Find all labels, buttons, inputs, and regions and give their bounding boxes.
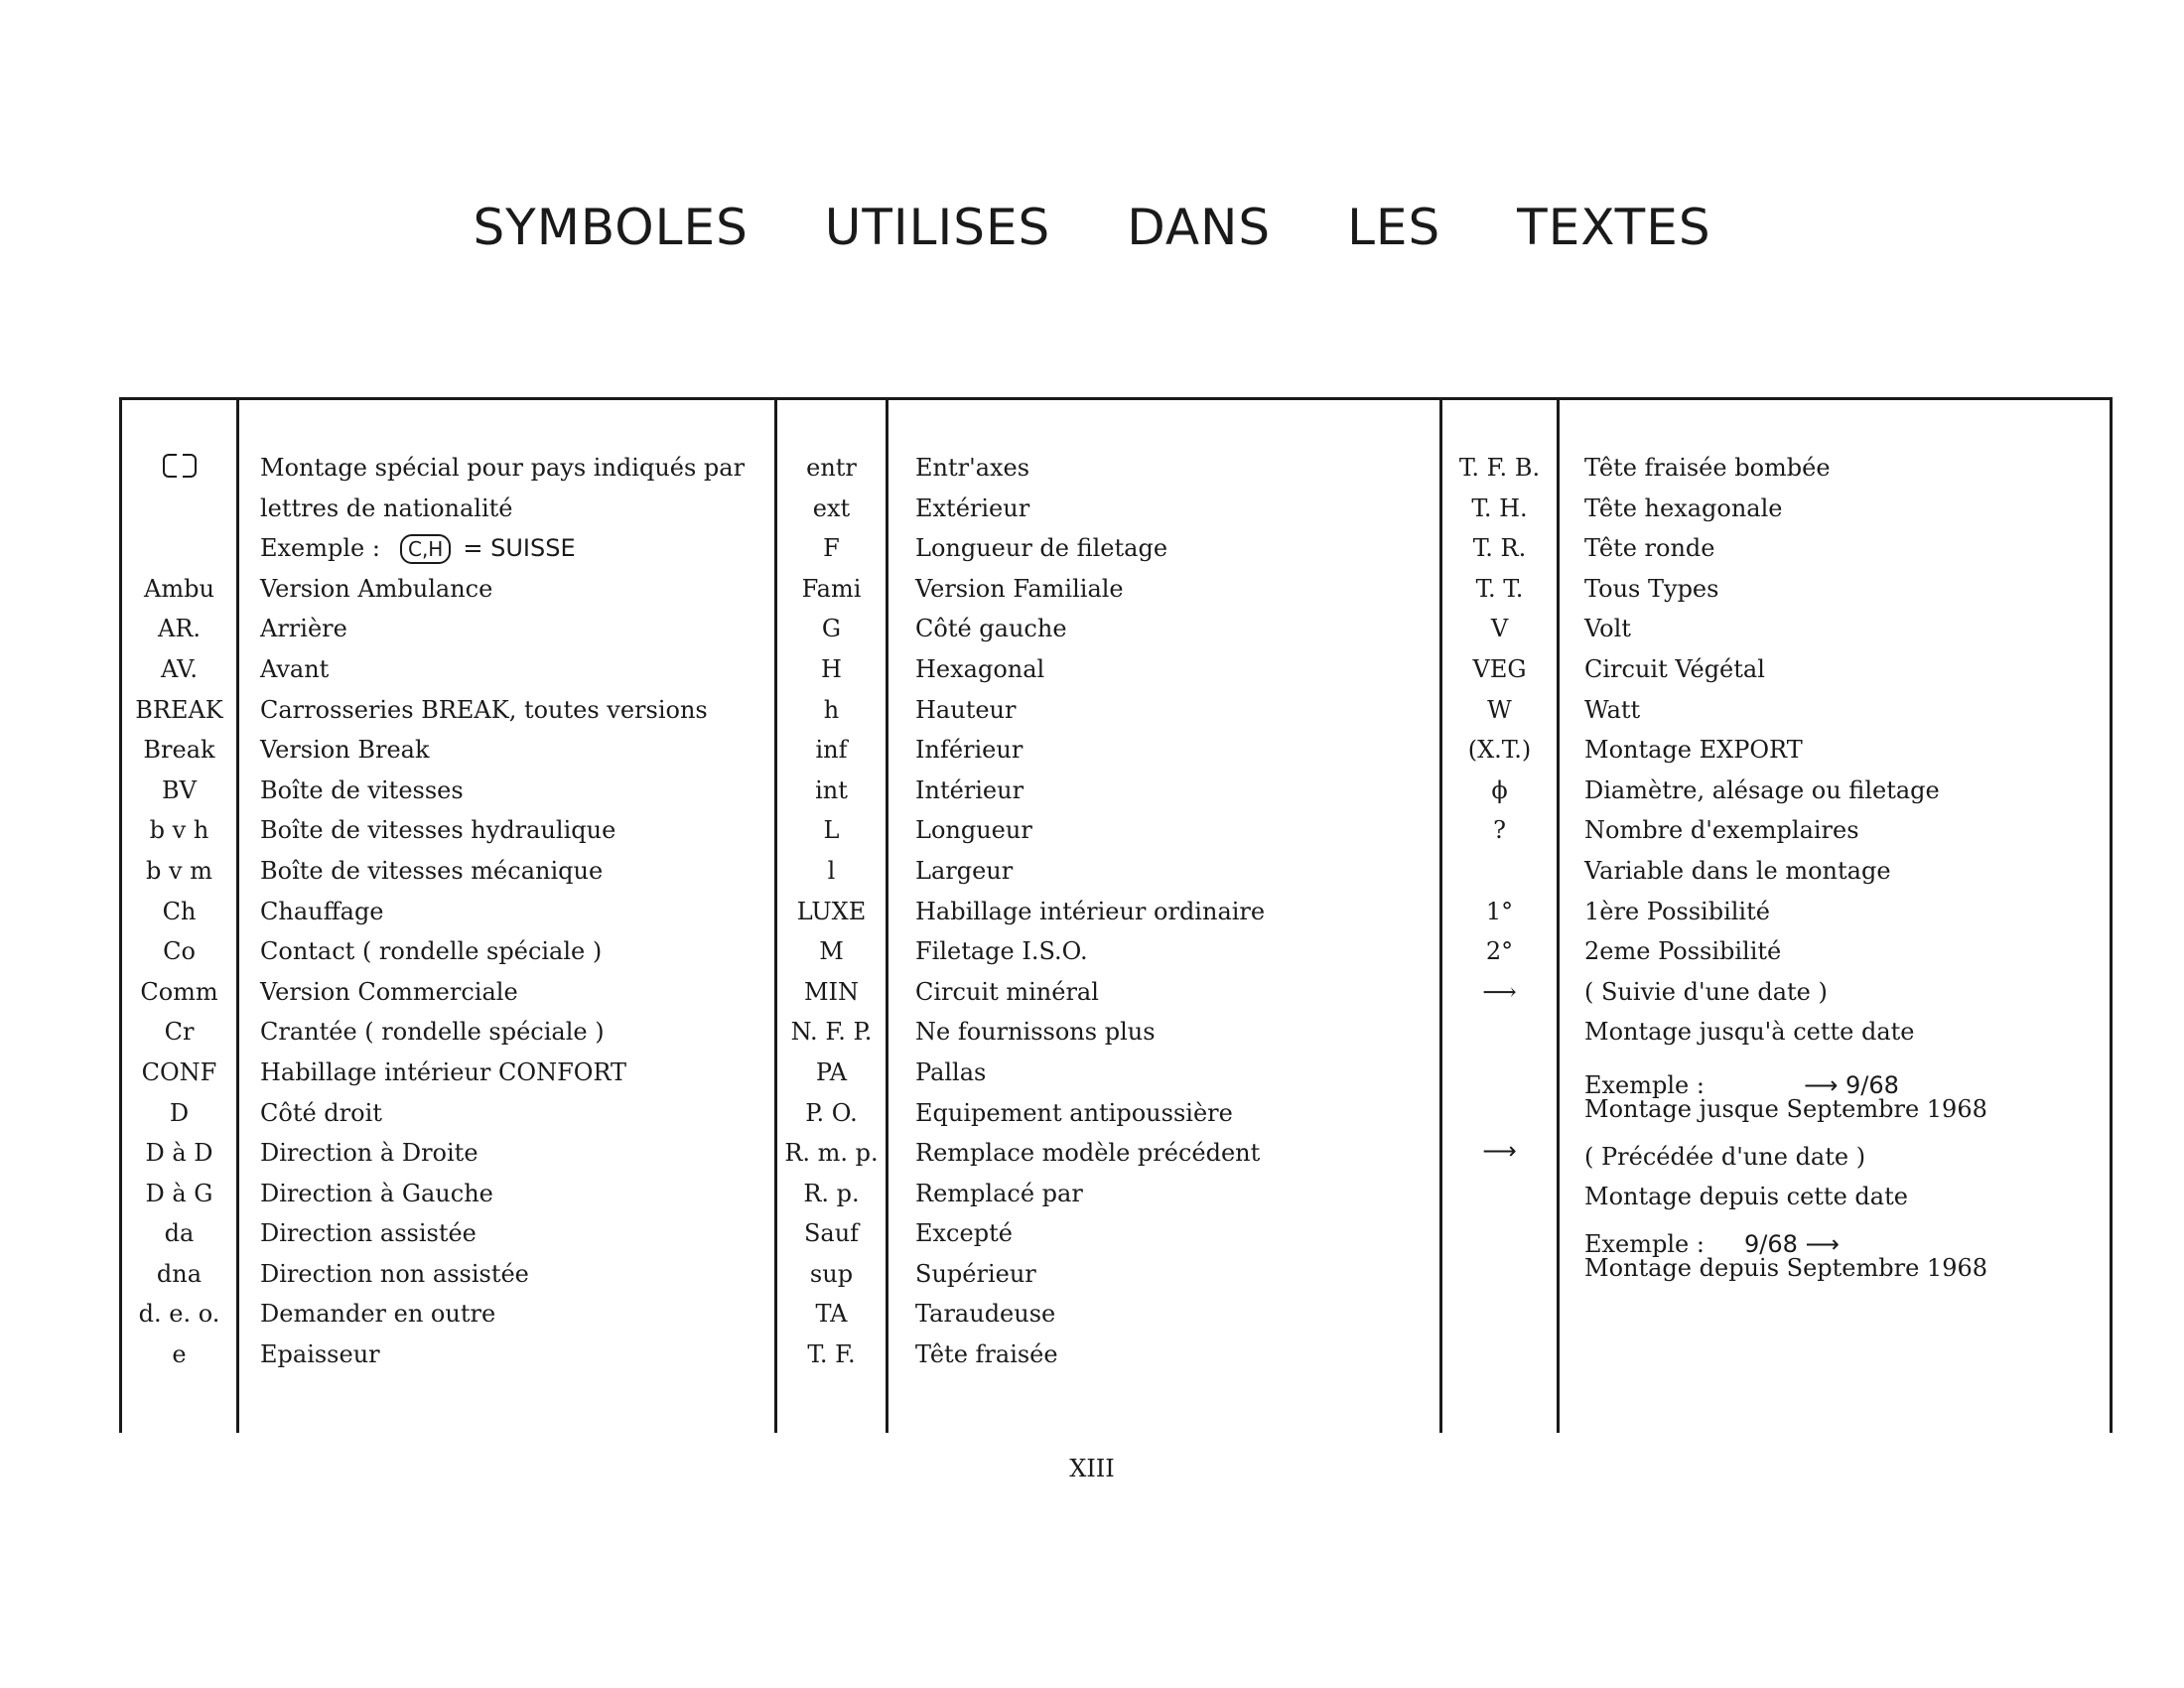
definition-cell: Nombre d'exemplaires [1584, 816, 1859, 845]
col3-symbols [1442, 448, 1557, 1053]
symbol-cell: ϕ [1491, 775, 1508, 804]
definition-cell: Hexagonal [915, 654, 1045, 683]
symbol-cell: W [1487, 695, 1512, 724]
definition-cell: Chauffage [260, 897, 384, 925]
definition-cell: Montage jusqu'à cette date [1584, 1018, 1915, 1047]
symbol-cell: Break [143, 736, 215, 765]
symbol-cell [1442, 851, 1557, 892]
definition-cell: Longueur de filetage [915, 534, 1168, 563]
symbol-cell: Fami [801, 574, 862, 603]
symbol-cell: M [819, 937, 844, 966]
arrow-example-2 [1584, 1232, 1987, 1280]
symbol-cell: T. T. [1475, 574, 1524, 603]
arrow-definition-line: ( Précédée d'une date ) [1584, 1143, 1866, 1171]
nationality-example [400, 534, 576, 562]
definition-cell: Boîte de vitesses hydraulique [260, 816, 616, 845]
definition-cell: Exemple : C,H = SUISSE [260, 534, 576, 563]
definition-cell: Watt [1584, 695, 1641, 724]
table-rule [1557, 400, 1560, 1433]
definition-cell: Intérieur [915, 775, 1024, 804]
definition-cell: Direction assistée [260, 1219, 477, 1248]
definition-cell: Boîte de vitesses mécanique [260, 856, 604, 885]
symbol-cell: G [821, 615, 842, 643]
symbol-cell: Comm [140, 977, 218, 1006]
symbol-cell: dna [156, 1259, 203, 1288]
symbol-cell [122, 489, 236, 529]
symbol-cell: da [164, 1219, 195, 1248]
definition-cell: Filetage I.S.O. [915, 937, 1088, 966]
page-number: XIII [1069, 1455, 1115, 1482]
definition-cell: Côté gauche [915, 615, 1067, 643]
table-rule [2110, 400, 2113, 1433]
symbol-cell [122, 528, 236, 569]
symbol-cell: h [823, 695, 840, 724]
symbol-cell: T. F. [807, 1340, 856, 1369]
definition-cell: Version Familiale [915, 574, 1124, 603]
symbol-cell: b v m [146, 856, 212, 885]
symbols-table [119, 397, 2113, 1433]
symbol-cell: N. F. P. [790, 1018, 873, 1047]
symbol-cell: (X.T.) [1467, 736, 1532, 765]
symbol-cell: 1° [1485, 897, 1514, 925]
example-label: Exemple : [1584, 1230, 1705, 1258]
symbol-cell: AR. [157, 615, 202, 643]
definition-cell: Côté droit [260, 1098, 382, 1127]
symbol-cell: ? [1493, 816, 1506, 845]
definition-cell: Carrosseries BREAK, toutes versions [260, 695, 708, 724]
definition-cell: Epaisseur [260, 1340, 380, 1369]
definition-cell: Inférieur [915, 736, 1024, 765]
symbol-cell [122, 448, 236, 489]
symbol-cell: H [821, 654, 842, 683]
definition-cell: Circuit minéral [915, 977, 1099, 1006]
example-value: 9/68 ⟶ [1743, 1230, 1840, 1258]
definition-cell: Volt [1584, 615, 1631, 643]
definition-cell: Direction à Gauche [260, 1179, 493, 1207]
symbol-cell: Ch [162, 897, 197, 925]
symbol-cell: e [172, 1340, 187, 1369]
definition-cell: Habillage intérieur ordinaire [915, 897, 1266, 925]
symbol-cell: TA [815, 1300, 848, 1329]
definition-cell: Longueur [915, 816, 1032, 845]
col3-definitions [1584, 448, 2106, 1053]
col1-symbols [122, 448, 236, 1375]
definition-cell: Entr'axes [915, 454, 1030, 482]
page-title [0, 199, 2184, 256]
definition-cell: Diamètre, alésage ou filetage [1584, 775, 1940, 804]
arrow-symbol: ⟶ [1482, 1137, 1517, 1165]
symbol-cell: BV [162, 775, 197, 804]
symbol-cell: int [815, 775, 848, 804]
arrow-definition-line: Montage depuis cette date [1584, 1183, 1908, 1210]
symbol-cell: ext [812, 493, 851, 522]
symbol-cell: V [1490, 615, 1509, 643]
example-label: Exemple : [1584, 1071, 1705, 1099]
symbol-cell: R. m. p. [784, 1139, 879, 1168]
example-detail: Montage jusque Septembre 1968 [1584, 1095, 1987, 1123]
definition-cell: Largeur [915, 856, 1014, 885]
symbol-cell: CONF [141, 1057, 217, 1086]
symbol-cell: Sauf [803, 1219, 860, 1248]
definition-cell: Ne fournissons plus [915, 1018, 1156, 1047]
arrow-example-1 [1584, 1073, 1987, 1121]
symbol-cell: d. e. o. [138, 1300, 220, 1329]
table-rule [236, 400, 239, 1433]
symbol-cell: D à D [145, 1139, 213, 1168]
title-word: LES [1347, 199, 1441, 256]
symbol-cell: AV. [161, 654, 198, 683]
symbol-cell: 2° [1485, 937, 1514, 966]
symbol-cell: T. R. [1472, 534, 1527, 563]
definition-cell: Version Commerciale [260, 977, 518, 1006]
definition-cell: Habillage intérieur CONFORT [260, 1057, 627, 1086]
title-word: UTILISES [824, 199, 1051, 256]
table-rule [886, 400, 888, 1433]
title-word: SYMBOLES [473, 199, 749, 256]
definition-cell: Extérieur [915, 493, 1030, 522]
symbol-cell: P. O. [805, 1098, 858, 1127]
definition-cell: Version Ambulance [260, 574, 493, 603]
bracket-symbol-icon [159, 452, 201, 476]
definition-cell: Tête hexagonale [1584, 493, 1783, 522]
definition-cell: Taraudeuse [915, 1300, 1056, 1329]
definition-cell: Avant [260, 654, 330, 683]
definition-cell: ( Suivie d'une date ) [1584, 977, 1828, 1006]
definition-cell: lettres de nationalité [260, 493, 513, 522]
symbol-cell: Cr [164, 1018, 195, 1047]
symbol-cell: L [823, 816, 840, 845]
symbol-cell: entr [806, 454, 857, 482]
definition-cell: Contact ( rondelle spéciale ) [260, 937, 603, 966]
symbol-cell: F [823, 534, 840, 563]
definition-cell: Demander en outre [260, 1300, 496, 1329]
symbol-cell: ⟶ [1482, 977, 1517, 1006]
definition-cell: Variable dans le montage [1584, 856, 1891, 885]
definition-cell: Boîte de vitesses [260, 775, 464, 804]
symbol-cell: D à G [145, 1179, 213, 1207]
symbol-cell [1442, 1012, 1557, 1053]
symbol-cell: VEG [1472, 654, 1527, 683]
definition-cell: 1ère Possibilité [1584, 897, 1770, 925]
definition-cell: Montage EXPORT [1584, 736, 1803, 765]
definition-cell: Direction à Droite [260, 1139, 478, 1168]
example-detail: Montage depuis Septembre 1968 [1584, 1254, 1987, 1282]
definition-cell: Remplacé par [915, 1179, 1083, 1207]
definition-cell: Pallas [915, 1057, 987, 1086]
arrow-definition [1584, 1137, 1908, 1216]
symbol-cell: R. p. [803, 1179, 860, 1207]
nationality-box: C,H [400, 534, 451, 564]
definition-cell: Supérieur [915, 1259, 1036, 1288]
symbol-cell: PA [815, 1057, 848, 1086]
col1-definitions [260, 448, 766, 1375]
definition-cell: Crantée ( rondelle spéciale ) [260, 1018, 605, 1047]
symbol-cell: b v h [149, 816, 209, 845]
symbol-cell: D [169, 1098, 190, 1127]
title-word: TEXTES [1517, 199, 1711, 256]
definition-cell: Hauteur [915, 695, 1017, 724]
definition-cell: Excepté [915, 1219, 1013, 1248]
definition-cell: Tête fraisée [915, 1340, 1058, 1369]
symbol-cell: T. H. [1471, 493, 1528, 522]
col2-definitions [915, 448, 1432, 1375]
definition-cell: Equipement antipoussière [915, 1098, 1233, 1127]
title-word: DANS [1127, 199, 1272, 256]
symbol-cell: inf [815, 736, 848, 765]
col2-symbols [777, 448, 886, 1375]
definition-cell: Remplace modèle précédent [915, 1139, 1261, 1168]
definition-cell: Tête fraisée bombée [1584, 454, 1831, 482]
definition-cell: Circuit Végétal [1584, 654, 1765, 683]
definition-cell: Tous Types [1584, 574, 1719, 603]
definition-cell: 2eme Possibilité [1584, 937, 1782, 966]
symbol-cell: sup [809, 1259, 854, 1288]
symbol-cell: Co [163, 937, 196, 966]
definition-cell: Tête ronde [1584, 534, 1715, 563]
definition-cell: Montage spécial pour pays indiqués par [260, 454, 746, 482]
definition-cell: Arrière [260, 615, 347, 643]
example-value: ⟶ 9/68 [1803, 1071, 1899, 1099]
definition-cell: Direction non assistée [260, 1259, 529, 1288]
symbol-cell: l [827, 856, 836, 885]
symbol-cell: LUXE [796, 897, 867, 925]
nationality-result: = SUISSE [463, 534, 576, 563]
symbol-cell: T. F. B. [1458, 454, 1541, 482]
definition-cell: Version Break [260, 736, 430, 765]
symbol-cell: Ambu [144, 574, 214, 603]
symbol-cell: MIN [803, 977, 860, 1006]
symbol-cell: BREAK [135, 695, 223, 724]
